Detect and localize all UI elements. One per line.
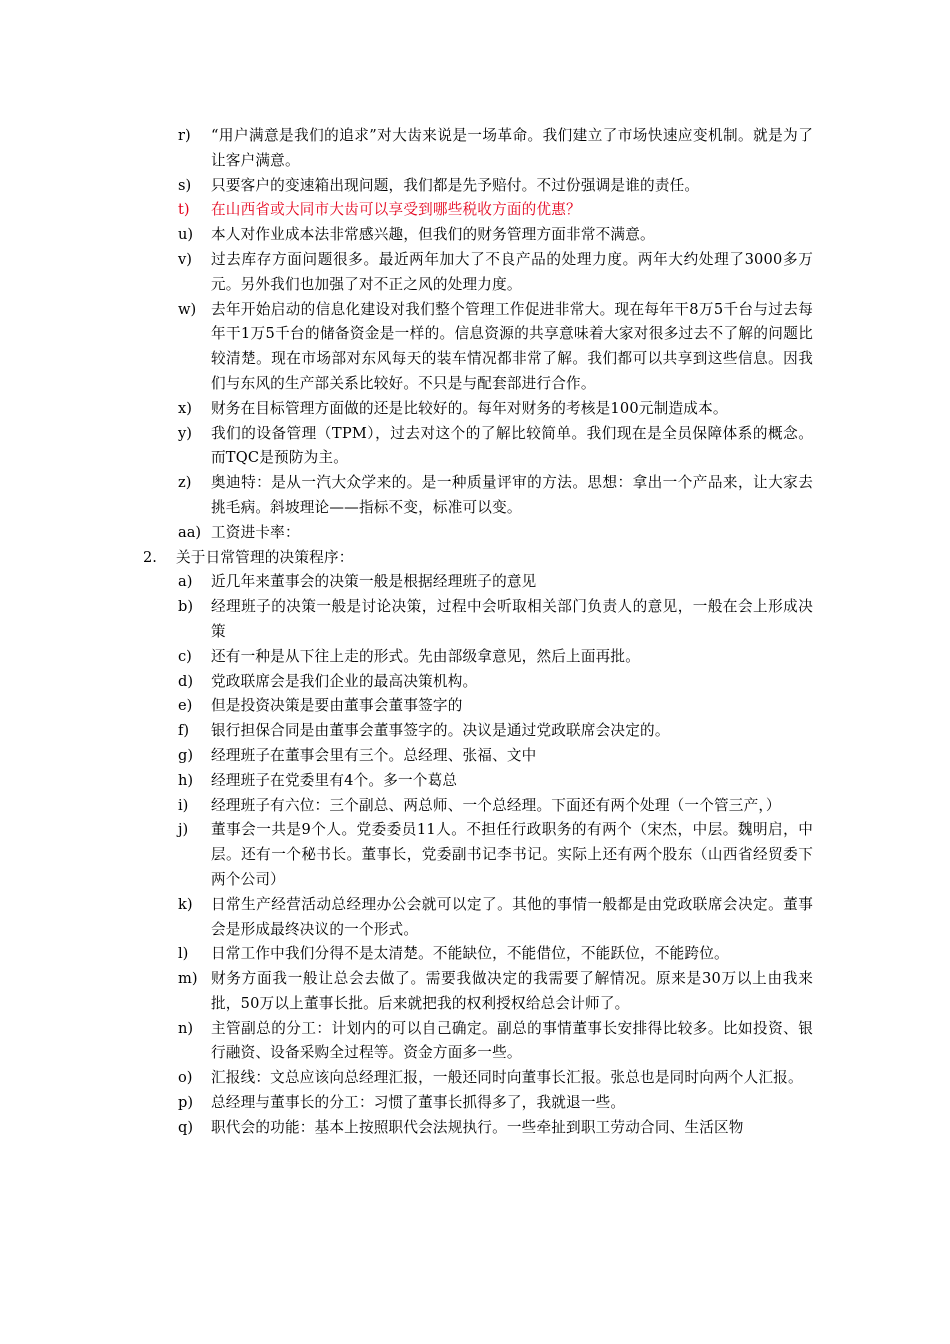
list-item-z	[143, 471, 813, 521]
list-item-u	[143, 223, 813, 248]
list-label: d)	[178, 672, 194, 690]
list-text: 本人对作业成本法非常感兴趣，但我们的财务管理方面非常不满意。	[211, 226, 655, 244]
list-text: 董事会一共是9个人。党委委员11人。不担任行政职务的有两个（宋杰，中层。魏明启，中层。还有一个秘书长。董事长，党委副书记李书记。实际上还有两个股东（山西省经贸委下两个公司）	[211, 821, 813, 888]
list-text: “用户满意是我们的追求”对大齿来说是一场革命。我们建立了市场快速应变机制。就是为了让客户满意。	[211, 127, 813, 169]
document-body	[143, 124, 813, 1141]
list-text: 日常工作中我们分得不是太清楚。不能缺位，不能借位，不能跃位，不能跨位。	[211, 945, 729, 963]
list-label: z)	[178, 474, 192, 492]
list-text: 但是投资决策是要由董事会董事签字的	[211, 697, 463, 715]
list-text: 奥迪特：是从一汽大众学来的。是一种质量评审的方法。思想：拿出一个产品来，让大家去挑毛病。斜坡理论——指标不变，标准可以变。	[211, 474, 813, 516]
list-item-v	[143, 248, 813, 298]
section-title: 关于日常管理的决策程序：	[176, 548, 354, 566]
list-text: 经理班子的决策一般是讨论决策，过程中会听取相关部门负责人的意见，一般在会上形成决策	[211, 598, 813, 640]
list-item-y	[143, 422, 813, 472]
list-text: 总经理与董事长的分工：习惯了董事长抓得多了，我就退一些。	[211, 1094, 626, 1112]
list-label: f)	[178, 722, 190, 740]
list-text: 工资进卡率：	[211, 523, 300, 541]
list-item-h	[143, 769, 813, 794]
list-label: m)	[178, 970, 198, 988]
list-item-c	[143, 645, 813, 670]
list-text: 日常生产经营活动总经理办公会就可以定了。其他的事情一般都是由党政联席会决定。董事会是形成最终决议的一个形式。	[211, 895, 813, 938]
list-item-r	[143, 124, 813, 174]
list-label: l)	[178, 945, 189, 963]
list-item-b	[143, 595, 813, 645]
list-text: 财务在目标管理方面做的还是比较好的。每年对财务的考核是100元制造成本。	[211, 399, 728, 417]
list-label: g)	[178, 746, 194, 764]
list-label: q)	[178, 1118, 194, 1136]
list-text: 职代会的功能：基本上按照职代会法规执行。一些牵扯到职工劳动合同、生活区物	[211, 1118, 744, 1136]
list-text: 还有一种是从下往上走的形式。先由部级拿意见，然后上面再批。	[211, 647, 641, 665]
list-text: 去年开始启动的信息化建设对我们整个管理工作促进非常大。现在每年干8万5千台与过去每年干1万5千台的储备资金是一样的。信息资源的共享意味着大家对很多过去不了解的问题比较清楚。现在市场部对东风每天的装车情况都非常了解。我们都可以共享到这些信息。因我们与东风的生产部关系比较好。不只是与配套部进行合作。	[211, 300, 813, 392]
list-item-o	[143, 1066, 813, 1091]
list-label: u)	[178, 226, 194, 244]
list-item-i	[143, 794, 813, 819]
list-label: a)	[178, 573, 193, 591]
list-item-w	[143, 298, 813, 397]
list-label: aa)	[178, 523, 202, 541]
list-label: b)	[178, 598, 194, 616]
list-item-aa	[143, 521, 813, 546]
list-text: 汇报线：文总应该向总经理汇报，一般还同时向董事长汇报。张总也是同时向两个人汇报。	[211, 1069, 803, 1087]
list-item-j	[143, 818, 813, 892]
list-label: e)	[178, 697, 193, 715]
list-text: 我们的设备管理（TPM），过去对这个的了解比较简单。我们现在是全员保障体系的概念。而TQC是预防为主。	[211, 424, 813, 467]
list-label: t)	[178, 201, 190, 219]
list-text: 经理班子有六位：三个副总、两总师、一个总经理。下面还有两个处理（一个管三产，）	[211, 796, 781, 814]
list-item-q	[143, 1116, 813, 1141]
list-label: k)	[178, 895, 193, 913]
list-text: 党政联席会是我们企业的最高决策机构。	[211, 672, 478, 690]
list-item-l	[143, 942, 813, 967]
list-label: c)	[178, 647, 192, 665]
list-text: 银行担保合同是由董事会董事签字的。决议是通过党政联席会决定的。	[211, 722, 670, 740]
list-label: s)	[178, 176, 192, 194]
list-label: v)	[178, 250, 192, 268]
list-item-n	[143, 1017, 813, 1067]
list-item-k	[143, 893, 813, 943]
list-text: 近几年来董事会的决策一般是根据经理班子的意见	[211, 573, 537, 591]
list-item-f	[143, 719, 813, 744]
list-item-m	[143, 967, 813, 1017]
list-label: i)	[178, 796, 189, 814]
section-number: 2.	[143, 548, 157, 566]
list-text: 财务方面我一般让总会去做了。需要我做决定的我需要了解情况。原来是30万以上由我来批，50万以上董事长批。后来就把我的权利授权给总会计师了。	[211, 970, 813, 1012]
list-item-x	[143, 397, 813, 422]
list-label: y)	[178, 424, 192, 442]
section-heading	[143, 546, 813, 571]
list-label: j)	[178, 821, 189, 839]
list-label: o)	[178, 1069, 193, 1087]
list-text: 经理班子在党委里有4个。多一个葛总	[211, 771, 458, 789]
list-item-s	[143, 174, 813, 199]
list-label: w)	[178, 300, 197, 318]
list-item-p	[143, 1091, 813, 1116]
list-label: h)	[178, 771, 194, 789]
list-text: 主管副总的分工：计划内的可以自己确定。副总的事情董事长安排得比较多。比如投资、银行融资、设备采购全过程等。资金方面多一些。	[211, 1019, 813, 1062]
list-item-a	[143, 570, 813, 595]
list-label: p)	[178, 1094, 194, 1112]
list-label: x)	[178, 399, 192, 417]
list-text: 过去库存方面问题很多。最近两年加大了不良产品的处理力度。两年大约处理了3000多万元。另外我们也加强了对不正之风的处理力度。	[211, 250, 813, 293]
list-item-d	[143, 670, 813, 695]
list-item-e	[143, 694, 813, 719]
list-item-g	[143, 744, 813, 769]
list-label: r)	[178, 127, 191, 144]
list-text: 在山西省或大同市大齿可以享受到哪些税收方面的优惠？	[211, 201, 581, 219]
list-item-t-highlighted	[143, 198, 813, 223]
list-text: 经理班子在董事会里有三个。总经理、张福、文中	[211, 746, 537, 764]
list-label: n)	[178, 1019, 194, 1037]
list-text: 只要客户的变速箱出现问题，我们都是先予赔付。不过份强调是谁的责任。	[211, 176, 700, 194]
